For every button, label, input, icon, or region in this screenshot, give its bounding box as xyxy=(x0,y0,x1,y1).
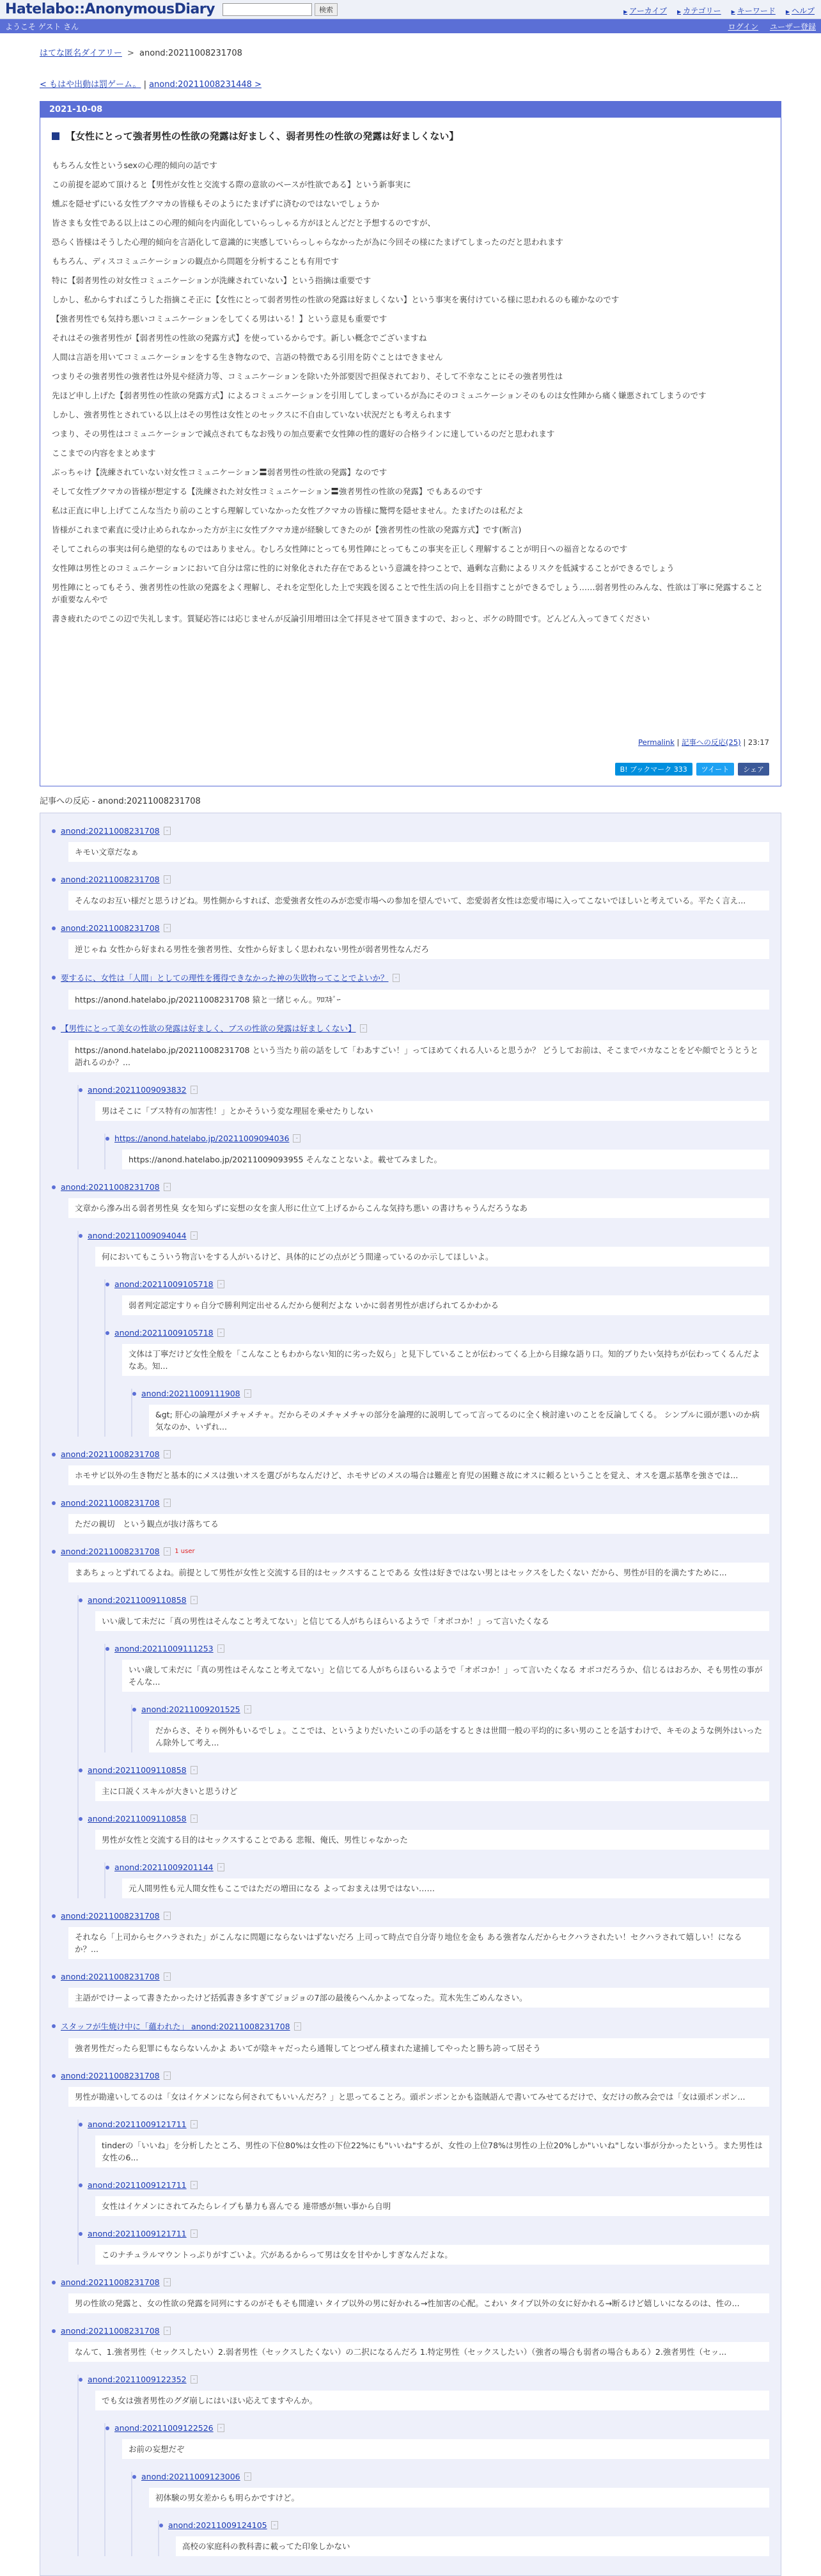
reaction-header xyxy=(52,2326,769,2336)
reaction-item xyxy=(132,1389,769,1437)
collapse-icon[interactable]: - xyxy=(164,1547,171,1556)
reaction-item xyxy=(52,923,769,959)
reaction-children xyxy=(131,2472,769,2556)
reaction-link[interactable]: anond:20211009122526 xyxy=(114,2423,214,2433)
search-form xyxy=(223,3,338,16)
collapse-icon[interactable]: - xyxy=(164,875,171,884)
reaction-header xyxy=(52,1911,769,1921)
entry-paragraph: しかし、強者男性とされている以上はその男性は女性とのセックスに不自由していない状況だとも考えられます xyxy=(52,410,451,419)
entry xyxy=(40,101,781,786)
collapse-icon[interactable]: - xyxy=(191,2229,198,2238)
bullet-icon xyxy=(52,1550,56,1554)
reaction-header xyxy=(79,1765,769,1775)
bullet-icon xyxy=(159,2524,163,2527)
reaction-text: なんて、1.強者男性（セックスしたい）2.弱者男性（セックスしたくない）の二択になるんだろ 1.特定男性（セックスしたい）（強者の場合も弱者の場合もある）2.強者男性（セッ... xyxy=(68,2342,769,2362)
reaction-children xyxy=(104,1644,769,1752)
reaction-text: 弱者判定認定すりゃ自分で勝利判定出せるんだから便利だよな いかに弱者男性が虐げられてるかわかる xyxy=(122,1295,769,1315)
entry-paragraph: そしてこれらの事実は何ら絶望的なものではありません。むしろ女性陣にとっても男性陣にとってもこの事実を正しく理解することが明日への福音となるのです xyxy=(52,544,628,554)
reaction-item xyxy=(52,875,769,910)
reaction-item xyxy=(52,1911,769,1959)
reaction-header xyxy=(106,2423,769,2433)
reaction-children xyxy=(131,1389,769,1437)
share-buttons xyxy=(52,763,769,779)
bullet-icon xyxy=(106,1866,109,1870)
reaction-header xyxy=(79,1814,769,1823)
collapse-icon[interactable]: - xyxy=(217,1863,225,1871)
entry-paragraph: 燻ぶを隠せずにいる女性ブクマカの皆様もそのようにたまげずに済むのではないでしょうか xyxy=(52,199,380,208)
hatena-bookmark-button[interactable]: B! ブックマーク 333 xyxy=(615,763,692,776)
reaction-children xyxy=(77,2375,769,2556)
entry-paragraph: 先ほど申し上げた【弱者男性の性欲の発露方式】によるコミュニケーションを引用してしまっているが為にそのコミュニケーションそのものは女性陣から痛く嫌悪されてしまうのです xyxy=(52,391,707,400)
entry-paragraph: そして女性ブクマカの皆様が想定する【洗練された対女性コミュニケーション〓強者男性の性欲の発露】でもあるのです xyxy=(52,487,483,496)
reaction-link[interactable]: anond:20211008231708 xyxy=(61,1547,160,1556)
entry-paragraph: しかし、私からすればこうした指摘こそ正に【女性にとって弱者男性の性欲の発露は好ましくない】という事実を裏付けている様に思われるのも確かなのです xyxy=(52,295,620,304)
reaction-header xyxy=(79,2375,769,2384)
reaction-children xyxy=(77,1085,769,1169)
reaction-text: https://anond.hatelabo.jp/20211008231708 という当たり前の話をして「わあすごい！」ってほめてくれる人いると思うか？ どうしてお前は、そこまでバカなことをどや顔でとうとうと語れるのか？... xyxy=(68,1040,769,1072)
reaction-item xyxy=(79,2229,769,2265)
reaction-link[interactable]: anond:20211009093832 xyxy=(88,1085,187,1095)
reaction-item xyxy=(79,1595,769,1752)
collapse-icon[interactable]: - xyxy=(191,1086,198,1094)
reaction-text: tinderの「いいね」を分析したところ、男性の下位80%は女性の下位22%にも"いいね"するが、女性の上位78%は男性の上位20%しか"いいね"しない事が分かったという。また男性は女性の6... xyxy=(95,2135,769,2167)
collapse-icon[interactable]: - xyxy=(164,2072,171,2080)
reaction-link[interactable]: anond:20211009111908 xyxy=(141,1389,240,1398)
reaction-link[interactable]: anond:20211008231708 xyxy=(61,875,160,884)
reaction-link[interactable]: anond:20211009111253 xyxy=(114,1644,214,1653)
reaction-header xyxy=(79,1231,769,1240)
reaction-link[interactable]: スタッフが生焼け中に「蘊われた」 anond:20211008231708 xyxy=(61,2022,290,2031)
bullet-icon xyxy=(132,1392,136,1396)
reaction-text: キモい文章だなぁ xyxy=(68,842,769,862)
reaction-item xyxy=(106,2423,769,2556)
search-button[interactable]: 検索 xyxy=(315,3,338,16)
reaction-header xyxy=(106,1644,769,1653)
bullet-icon xyxy=(79,2232,82,2236)
reaction-item xyxy=(106,1134,769,1169)
collapse-icon[interactable]: - xyxy=(191,2120,198,2128)
reaction-header xyxy=(79,1085,769,1095)
reaction-children xyxy=(131,1705,769,1752)
reaction-header xyxy=(52,2277,769,2287)
collapse-icon[interactable]: - xyxy=(164,2327,171,2335)
bookmark-users-badge[interactable]: 1 user xyxy=(175,1548,195,1555)
entry-paragraph: 【強者男性でも気持ち悪いコミュニケーションをしてくる男はいる！】という意見も重要です xyxy=(52,314,387,324)
bullet-icon xyxy=(106,2426,109,2430)
nav-keyword[interactable]: ▶ キーワード xyxy=(731,5,776,16)
reaction-link[interactable]: anond:20211008231708 xyxy=(61,2071,160,2080)
breadcrumb-current: anond:20211008231708 xyxy=(139,49,242,58)
reaction-header xyxy=(52,826,769,836)
reaction-text: 男はそこに「ブス特有の加害性！」とかそういう変な理屈を乗せたりしない xyxy=(95,1101,769,1121)
reaction-text: 初体験の男女差からも明らかですけど。 xyxy=(149,2488,769,2508)
entry-paragraph: 特に【弱者男性の対女性コミュニケーションが洗練されていない】という指摘は重要です xyxy=(52,276,371,285)
reaction-text: だからさ、そりゃ例外もいるでしょ。ここでは、というよりだいたいこの手の話をするときは世間一般の平均的に多い男のことを話すわけで、キモのような例外はいったん除外して考え... xyxy=(149,1721,769,1752)
reaction-item xyxy=(106,1279,769,1315)
collapse-icon[interactable]: - xyxy=(164,1912,171,1920)
reaction-item xyxy=(52,2326,769,2556)
search-input[interactable] xyxy=(223,3,312,16)
permalink-link[interactable]: Permalink xyxy=(638,738,675,747)
breadcrumb-site-link[interactable]: はてな匿名ダイアリー xyxy=(40,49,122,58)
reaction-text: そんなのお互い様だと思うけどね。男性側からすれば、恋愛強者女性のみが恋愛市場への参加を望んでいて、恋愛弱者女性は恋愛市場に入ってこないでほしいと考えている。平たく言え... xyxy=(68,891,769,910)
bullet-icon xyxy=(79,1234,82,1238)
reaction-link[interactable]: anond:20211009201525 xyxy=(141,1705,240,1714)
bullet-icon xyxy=(52,1026,56,1030)
reaction-text: 主語がでけーよって書きたかったけど括弧書き多すぎてジョジョの7部の最後らへんかよってなった。荒木先生ごめんなさい。 xyxy=(68,1988,769,2008)
reaction-item xyxy=(52,972,769,1010)
reaction-text: お前の妄想だぞ xyxy=(122,2439,769,2459)
collapse-icon[interactable]: - xyxy=(164,924,171,932)
bullet-icon xyxy=(52,1975,56,1979)
collapse-icon[interactable]: - xyxy=(217,1280,225,1288)
entry-paragraph: もちろん女性というsexの心理的傾向の話です xyxy=(52,160,217,170)
reaction-item xyxy=(52,826,769,862)
reaction-children xyxy=(104,1279,769,1437)
reaction-children xyxy=(104,1862,769,1898)
reaction-link[interactable]: anond:20211008231708 xyxy=(61,826,160,836)
reaction-link[interactable]: anond:20211009121711 xyxy=(88,2119,187,2129)
bullet-icon xyxy=(79,2183,82,2187)
reaction-text: 何においてもこういう物言いをする人がいるけど、具体的にどの点がどう間違っているのか示してほしいよ。 xyxy=(95,1247,769,1267)
bullet-icon xyxy=(52,1914,56,1918)
bullet-icon xyxy=(106,1283,109,1286)
reaction-item xyxy=(79,1765,769,1801)
top-nav xyxy=(623,5,815,16)
reaction-text: 主に口説くスキルが大きいと思うけど xyxy=(95,1781,769,1801)
bullet-icon xyxy=(52,878,56,882)
reaction-text: このナチュラルマウントっぷりがすごいよ。穴があるからって男は女を甘やかしすぎなんだよな。 xyxy=(95,2245,769,2265)
reaction-header xyxy=(52,1182,769,1192)
nav-category[interactable]: ▶ カテゴリー xyxy=(677,5,721,16)
entry-paragraph: 恐らく皆様はそうした心理的傾向を言語化して意識的に実感していらっしゃらなかったが為に今回その様にたまげてしまったのだと思われます xyxy=(52,237,564,247)
entry-paragraph: 書き疲れたのでこの辺で失礼します。質疑応答には応じませんが反論引用増田は全て拝見させて頂きますので、おっと、ボケの時間です。どんどん入ってきてください xyxy=(52,614,650,623)
entry-date: 2021-10-08 xyxy=(40,102,781,118)
collapse-icon[interactable]: - xyxy=(271,2521,279,2529)
reaction-link[interactable]: anond:20211009105718 xyxy=(114,1279,214,1289)
entry-paragraph: もちろん、ディスコミュニケーションの観点から問題を分析することも有用です xyxy=(52,256,340,266)
entry-paragraphs xyxy=(52,159,769,625)
entry-footer: Permalink | 記事への反応(25) | 23:17 xyxy=(638,738,769,747)
bullet-icon xyxy=(79,1598,82,1602)
entry-paragraph: 私は正直に申し上げてこんな当たり前のことすら理解していなかった女性ブクマカの皆様に驚愕を隠せません。たまげたのは私だよ xyxy=(52,506,524,515)
reaction-children xyxy=(158,2520,769,2556)
collapse-icon[interactable]: - xyxy=(164,1499,171,1507)
collapse-icon[interactable]: - xyxy=(244,1389,252,1398)
reaction-item xyxy=(52,2071,769,2265)
reaction-link[interactable]: anond:20211008231708 xyxy=(61,923,160,933)
reaction-text: いい歳して未だに「真の男性はそんなこと考えてない」と信じてる人がちらほらいるようで「オボコか！」って言いたくなる xyxy=(95,1611,769,1631)
reaction-link[interactable]: anond:20211009110858 xyxy=(88,1765,187,1775)
bullet-icon xyxy=(79,2123,82,2127)
reaction-text: 男の性欲の発露と、女の性欲の発露を同列にするのがそもそも間違い タイプ以外の男に好かれる→性加害の心配。こわい タイプ以外の女に好かれる→断るけど嬉しいになるのは、性の... xyxy=(68,2293,769,2313)
reaction-header xyxy=(52,1498,769,1508)
login-link[interactable]: ログイン xyxy=(728,22,758,31)
reaction-header xyxy=(52,2071,769,2080)
reaction-text: 文章から滲み出る弱者男性臭 女を知らずに妄想の女を蛮人形に仕立て上げるからこんな気持ち悪い の書けちゃうんだろうなあ xyxy=(68,1198,769,1218)
reaction-link[interactable]: anond:20211008231708 xyxy=(61,1911,160,1921)
reaction-children xyxy=(77,1595,769,1898)
reaction-item xyxy=(79,1231,769,1437)
collapse-icon[interactable]: - xyxy=(191,1766,198,1774)
reaction-link[interactable]: anond:20211009121711 xyxy=(88,2180,187,2190)
reaction-text: ただの親切 という観点が抜け落ちてる xyxy=(68,1514,769,1534)
facebook-share-button[interactable]: シェア xyxy=(738,763,769,776)
reaction-link[interactable]: anond:20211009201144 xyxy=(114,1862,214,1872)
bullet-icon xyxy=(52,926,56,930)
reaction-header xyxy=(52,1449,769,1459)
entry-paragraph: それはその強者男性が【弱者男性の性欲の発露方式】を使っているからです。新しい概念でございますね xyxy=(52,333,427,343)
entry-paragraph: ここまでの内容をまとめます xyxy=(52,448,156,458)
reaction-text: https://anond.hatelabo.jp/20211009093955 そんなことないよ。載せてみました。 xyxy=(122,1150,769,1169)
breadcrumb-separator: > xyxy=(127,49,134,58)
reaction-item xyxy=(52,2277,769,2313)
prev-entry-link[interactable]: < もはや出動は罰ゲーム。 xyxy=(40,80,141,90)
bullet-icon xyxy=(79,1817,82,1821)
entry-paragraph: 人間は言語を用いてコミュニケーションをする生き物なので、言語の特徴である引用を防ぐことはできません xyxy=(52,352,443,362)
reaction-header xyxy=(52,2020,769,2032)
reaction-children xyxy=(77,1231,769,1437)
reaction-item xyxy=(52,1449,769,1485)
nav-archive[interactable]: ▶ アーカイブ xyxy=(623,5,667,16)
reaction-header xyxy=(132,1389,769,1398)
reaction-header xyxy=(79,1595,769,1605)
collapse-icon[interactable]: - xyxy=(191,1231,198,1240)
reaction-text: 文体は丁寧だけど女性全般を「こんなこともわからない知的に劣った奴ら」と見下していることが伝わってくる上から目線な語り口。知的ブりたい気持ちが伝わってくるんだよなあ。知... xyxy=(122,1344,769,1376)
reactions-heading: 記事への反応 - anond:20211008231708 xyxy=(40,797,201,806)
reaction-link[interactable]: anond:20211009121711 xyxy=(88,2229,187,2238)
bullet-icon xyxy=(52,1501,56,1505)
bullet-icon xyxy=(106,1331,109,1335)
reaction-item xyxy=(52,1182,769,1437)
entry-paragraph: つまりその強者男性の強者性は外見や経済力等、コミュニケーションを除いた外部要因で担保されており、そして不幸なことにその強者男性は xyxy=(52,371,563,381)
collapse-icon[interactable]: - xyxy=(191,1596,198,1604)
reaction-link[interactable]: anond:20211009122352 xyxy=(88,2375,187,2384)
prev-next-separator: | xyxy=(143,80,146,90)
collapse-icon[interactable]: - xyxy=(164,827,171,835)
entry-paragraph: この前提を認めて頂けると【男性が女性と交流する際の意欲のベースが性欲である】という新事実に xyxy=(52,180,411,189)
reaction-text: でも女は強者男性のグダ崩しにはいほい応えてますやんか。 xyxy=(95,2391,769,2410)
reaction-item xyxy=(159,2520,769,2556)
reaction-item xyxy=(132,1705,769,1752)
reaction-item xyxy=(79,1814,769,1898)
reaction-link[interactable]: 【男性にとって美女の性欲の発露は好ましく、ブスの性欲の発露は好ましくない】 xyxy=(61,1024,356,1033)
reaction-item xyxy=(106,1328,769,1437)
reaction-text: それなら「上司からセクハラされた」がこんなに問題にならないはずないだろ 上司って時点で自分寄り地位を金も ある強者なんだからセクハラされたい！セクハラされて嬉しい！になるか？... xyxy=(68,1927,769,1959)
user-bar xyxy=(0,19,821,33)
reaction-header xyxy=(79,2180,769,2190)
reactions-count-link[interactable]: 記事への反応(25) xyxy=(682,738,741,747)
reaction-text: 元人間男性も元人間女性もここではただの増田になる よっておまえは男ではない…… xyxy=(122,1878,769,1898)
reaction-text: まあちょっとずれてるよね。前提として男性が女性と交流する目的はセックスすることである 女性は好きではない男とはセックスをしたくない だから、男性が目的を満たすために... xyxy=(68,1563,769,1582)
entry-paragraph: 皆様がこれまで素直に受け止められなかった方が主に女性ブクマカ達が経験してきたのが【強者男性の性欲の発露方式】です(断言) xyxy=(52,525,522,535)
bullet-icon xyxy=(52,2329,56,2333)
bullet-icon xyxy=(106,1137,109,1141)
entry-paragraph: 皆さまも女性である以上はこの心理的傾向を内面化していらっしゃる方がほとんどだと予想するのですが、 xyxy=(52,218,436,228)
reaction-children xyxy=(104,1134,769,1169)
reaction-link[interactable]: anond:20211008231708 xyxy=(61,1972,160,1981)
title-square-icon xyxy=(52,132,59,140)
reaction-text: 高校の家庭科の教科書に載ってた印象しかない xyxy=(176,2536,769,2556)
reaction-text: https://anond.hatelabo.jp/20211008231708 猿と一緒じゃん。ﾜﾛｽｷﾞｰ xyxy=(68,990,769,1010)
prev-next-nav xyxy=(40,77,781,90)
collapse-icon[interactable]: - xyxy=(293,1134,301,1143)
entry-paragraph: 男性陣にとってもそう、強者男性の性欲の発露をよく理解し、それを定型化した上で実践を図ることで性生活の向上を目指すことができるでしょう……弱者男性のみんな、性欲は丁寧に発露することが重要なんやで xyxy=(52,582,763,604)
bullet-icon xyxy=(79,1768,82,1772)
collapse-icon[interactable]: - xyxy=(244,2472,252,2481)
reaction-text: 女性はイケメンにされてみたらレイプも暴力も喜んでる 連帯感が無い事から自明 xyxy=(95,2196,769,2216)
reaction-item xyxy=(52,1022,769,1169)
entry-title-text: 【女性にとって強者男性の性欲の発露は好ましく、弱者男性の性欲の発露は好ましくない】 xyxy=(66,130,459,142)
reaction-link[interactable]: anond:20211009094044 xyxy=(88,1231,187,1240)
collapse-icon[interactable]: - xyxy=(217,1644,225,1653)
reaction-header xyxy=(132,2472,769,2481)
reaction-header xyxy=(159,2520,769,2530)
bullet-icon xyxy=(79,2378,82,2382)
entry-paragraph: ぶっちゃけ【洗練されていない対女性コミュニケーション〓弱者男性の性欲の発露】なのです xyxy=(52,467,387,477)
reaction-item xyxy=(52,1498,769,1534)
reaction-header xyxy=(106,1279,769,1289)
reaction-header xyxy=(79,2119,769,2129)
reaction-text: ホモサピ以外の生き物だと基本的にメスは強いオスを選びがちなんだけど、ホモサピのメスの場合は難産と育児の困難さ故にオスに頼るということを覚え、オスを選ぶ基準を強さでは... xyxy=(68,1465,769,1485)
reaction-link[interactable]: anond:20211009110858 xyxy=(88,1814,187,1823)
entry-paragraph: つまり、その男性はコミュニケーションで減点されてもなお残りの加点要素で女性陣の性的選好の合格ラインに達しているのだと思われます xyxy=(52,429,555,439)
reaction-link[interactable]: anond:20211009110858 xyxy=(88,1595,187,1605)
reaction-text: いい歳して未だに「真の男性はそんなこと考えてない」と信じてる人がちらほらいるようで「オボコか！」って言いたくなる オボコだろうか、信じるはおろか、そも男性の事が そんな... xyxy=(122,1660,769,1692)
reaction-link[interactable]: anond:20211008231708 xyxy=(61,1449,160,1459)
collapse-icon[interactable]: - xyxy=(191,2181,198,2189)
collapse-icon[interactable]: - xyxy=(164,2278,171,2286)
entry-body xyxy=(40,118,781,786)
reaction-header xyxy=(52,923,769,933)
collapse-icon[interactable]: - xyxy=(191,1815,198,1823)
reaction-children xyxy=(104,2423,769,2556)
reaction-header xyxy=(52,875,769,884)
collapse-icon[interactable]: - xyxy=(294,2022,302,2031)
reaction-text: 男性が女性と交流する目的はセックスすることである 悲報、俺氏、男性じゃなかった xyxy=(95,1830,769,1850)
collapse-icon[interactable]: - xyxy=(217,1329,225,1337)
bullet-icon xyxy=(52,976,56,980)
reaction-item xyxy=(79,2180,769,2216)
collapse-icon[interactable]: - xyxy=(244,1705,252,1713)
reaction-link[interactable]: 要するに、女性は「人間」としての理性を獲得できなかった神の失敗物ってことでよいか？ xyxy=(61,973,389,983)
reaction-header xyxy=(52,1022,769,1034)
nav-help[interactable]: ▶ ヘルプ xyxy=(786,5,815,16)
entry-time: 23:17 xyxy=(747,738,769,747)
collapse-icon[interactable]: - xyxy=(164,1972,171,1981)
bullet-icon xyxy=(52,2281,56,2284)
site-logo[interactable]: Hatelabo::AnonymousDiary xyxy=(5,1,215,17)
reaction-item xyxy=(79,1085,769,1169)
entry-title xyxy=(52,129,769,143)
register-link[interactable]: ユーザー登録 xyxy=(769,22,816,31)
collapse-icon[interactable]: - xyxy=(191,2375,198,2384)
bullet-icon xyxy=(132,2475,136,2479)
reaction-item xyxy=(106,1862,769,1898)
reaction-item xyxy=(79,2375,769,2556)
reaction-item xyxy=(52,2020,769,2058)
reaction-header xyxy=(106,1134,769,1143)
reaction-header xyxy=(132,1705,769,1714)
reaction-link[interactable]: anond:20211008231708 xyxy=(61,2326,160,2336)
next-entry-link[interactable]: anond:20211008231448 > xyxy=(149,80,262,90)
reaction-link[interactable]: anond:20211009105718 xyxy=(114,1328,214,1338)
bullet-icon xyxy=(52,1185,56,1189)
bullet-icon xyxy=(79,1088,82,1092)
reaction-item xyxy=(52,1547,769,1898)
reaction-header xyxy=(52,1547,769,1556)
reaction-link[interactable]: anond:20211009124105 xyxy=(168,2520,267,2530)
reactions-tree xyxy=(40,813,781,2576)
reaction-link[interactable]: anond:20211008231708 xyxy=(61,2277,160,2287)
reaction-text: 男性が勘違いしてるのは「女はイケメンになら何されてもいいんだろ？」と思ってることろ。頭ポンポンとかも盗賊語んで書いてみせてるだけで、女だけの飲み会では「女は頭ポンポン... xyxy=(68,2087,769,2107)
bullet-icon xyxy=(52,1453,56,1456)
reaction-header xyxy=(79,2229,769,2238)
reaction-link[interactable]: anond:20211009123006 xyxy=(141,2472,240,2481)
collapse-icon[interactable]: - xyxy=(217,2424,225,2432)
bullet-icon xyxy=(52,2074,56,2078)
reaction-item xyxy=(52,1972,769,2008)
reaction-text: 逆じゃね 女性から好まれる男性を強者男性、女性から好ましく思われない男性が弱者男性なんだろ xyxy=(68,939,769,959)
bullet-icon xyxy=(52,829,56,833)
tweet-button[interactable]: ツイート xyxy=(696,763,734,776)
bullet-icon xyxy=(52,2024,56,2028)
reaction-item xyxy=(106,1644,769,1752)
reaction-header xyxy=(106,1328,769,1338)
reaction-item xyxy=(79,2119,769,2167)
collapse-icon[interactable]: - xyxy=(164,1450,171,1458)
entry-paragraph: 女性陣は男性とのコミュニケーションにおいて自分は常に性的に対象化された存在であるという意識を持つことで、過剰な言動によるリスクを低減することができるでしょう xyxy=(52,563,675,573)
reaction-item xyxy=(132,2472,769,2556)
reaction-link[interactable]: anond:20211008231708 xyxy=(61,1182,160,1192)
collapse-icon[interactable]: - xyxy=(360,1024,368,1033)
collapse-icon[interactable]: - xyxy=(164,1183,171,1191)
collapse-icon[interactable]: - xyxy=(393,974,400,982)
reaction-text: &gt; 肝心の論理がメチャメチャ。だからそのメチャメチャの部分を論理的に説明してって言ってるのに全く検討違いのことを反論してくる。 シンプルに頭が悪いのか病気なのか、いずれ... xyxy=(149,1405,769,1437)
breadcrumb xyxy=(40,46,781,58)
bullet-icon xyxy=(106,1647,109,1651)
reaction-header xyxy=(106,1862,769,1872)
reaction-children xyxy=(77,2119,769,2265)
reaction-header xyxy=(52,1972,769,1981)
bullet-icon xyxy=(132,1708,136,1712)
reaction-link[interactable]: https://anond.hatelabo.jp/20211009094036 xyxy=(114,1134,290,1143)
top-bar xyxy=(0,0,821,19)
reaction-header xyxy=(52,972,769,983)
welcome-text: ようこそ ゲスト さん xyxy=(5,22,79,31)
reaction-text: 強者男性だったら犯罪にもならないんかよ あいてが陰キャだったら通報してとつぜん積まれた逮捕してやったと勝ち誇って居そう xyxy=(68,2038,769,2058)
reaction-link[interactable]: anond:20211008231708 xyxy=(61,1498,160,1508)
